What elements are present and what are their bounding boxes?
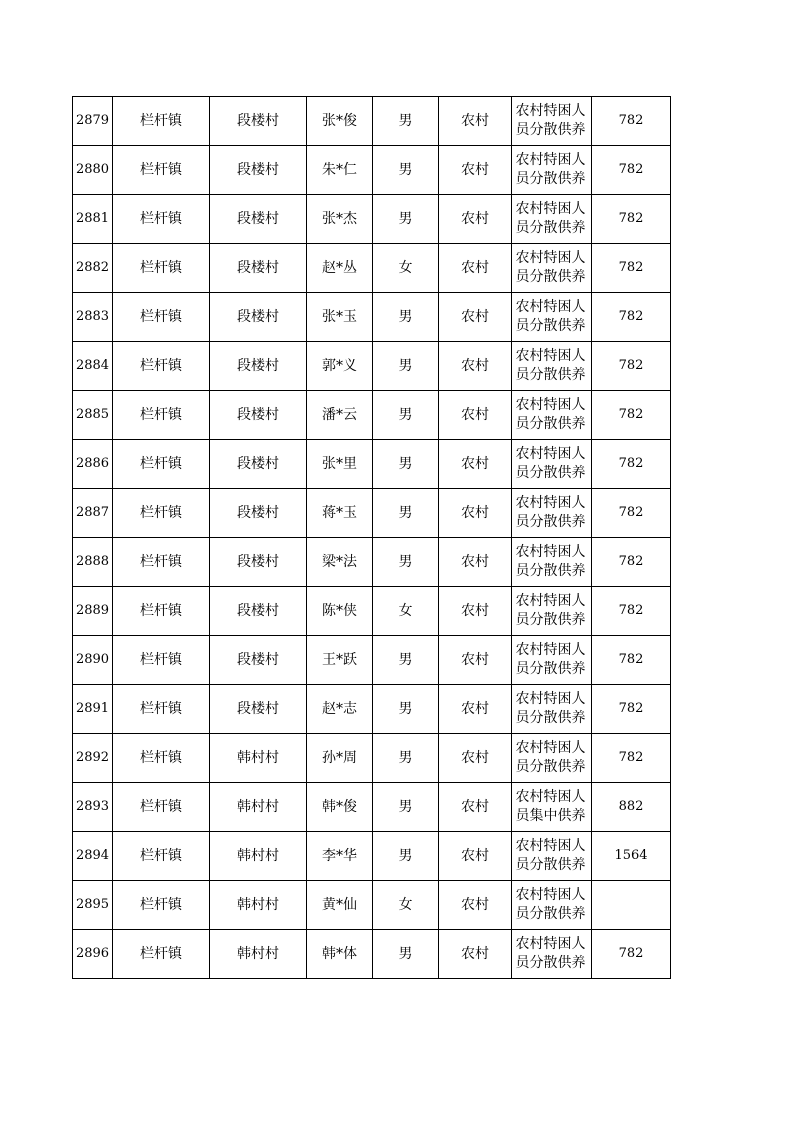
support-type-cell	[512, 342, 592, 391]
table-row	[73, 734, 671, 783]
amount-cell: 782	[592, 244, 671, 293]
area-type-cell: 农村	[439, 636, 512, 685]
area-type-cell: 农村	[439, 783, 512, 832]
amount-cell: 782	[592, 636, 671, 685]
support-type-text: 农村特困人员分散供养	[515, 642, 586, 677]
support-type-text: 农村特困人员分散供养	[515, 103, 586, 138]
support-type-text: 农村特困人员分散供养	[515, 446, 586, 481]
support-type-text: 农村特困人员分散供养	[515, 250, 586, 285]
village-cell: 韩村村	[210, 881, 307, 930]
support-type-text: 农村特困人员分散供养	[515, 348, 586, 383]
table-row	[73, 538, 671, 587]
support-type-text: 农村特困人员分散供养	[515, 887, 586, 922]
area-type-cell: 农村	[439, 342, 512, 391]
town-cell: 栏杆镇	[113, 489, 210, 538]
person-name-cell: 蒋*玉	[307, 489, 373, 538]
gender-cell: 男	[373, 391, 439, 440]
table-row	[73, 97, 671, 146]
village-cell: 段楼村	[210, 342, 307, 391]
town-cell: 栏杆镇	[113, 587, 210, 636]
town-cell: 栏杆镇	[113, 685, 210, 734]
village-cell: 韩村村	[210, 930, 307, 979]
table-row	[73, 146, 671, 195]
gender-cell: 男	[373, 685, 439, 734]
gender-cell: 女	[373, 587, 439, 636]
village-cell: 段楼村	[210, 685, 307, 734]
row-number-cell: 2892	[73, 734, 113, 783]
town-cell: 栏杆镇	[113, 734, 210, 783]
town-cell: 栏杆镇	[113, 195, 210, 244]
row-number-cell: 2893	[73, 783, 113, 832]
area-type-cell: 农村	[439, 734, 512, 783]
table-row	[73, 881, 671, 930]
gender-cell: 女	[373, 881, 439, 930]
village-cell: 段楼村	[210, 244, 307, 293]
person-name-cell: 郭*义	[307, 342, 373, 391]
amount-cell: 782	[592, 930, 671, 979]
row-number-cell: 2881	[73, 195, 113, 244]
village-cell: 段楼村	[210, 97, 307, 146]
gender-cell: 男	[373, 636, 439, 685]
support-type-text: 农村特困人员分散供养	[515, 936, 586, 971]
area-type-cell: 农村	[439, 685, 512, 734]
support-type-cell	[512, 636, 592, 685]
person-name-cell: 赵*丛	[307, 244, 373, 293]
area-type-cell: 农村	[439, 930, 512, 979]
support-type-text: 农村特困人员分散供养	[515, 397, 586, 432]
village-cell: 段楼村	[210, 293, 307, 342]
gender-cell: 男	[373, 930, 439, 979]
person-name-cell: 潘*云	[307, 391, 373, 440]
person-name-cell: 张*杰	[307, 195, 373, 244]
person-name-cell: 张*里	[307, 440, 373, 489]
row-number-cell: 2890	[73, 636, 113, 685]
row-number-cell: 2895	[73, 881, 113, 930]
support-type-text: 农村特困人员分散供养	[515, 691, 586, 726]
person-name-cell: 张*俊	[307, 97, 373, 146]
town-cell: 栏杆镇	[113, 783, 210, 832]
support-type-cell	[512, 881, 592, 930]
row-number-cell: 2885	[73, 391, 113, 440]
person-name-cell: 韩*俊	[307, 783, 373, 832]
amount-cell: 782	[592, 489, 671, 538]
town-cell: 栏杆镇	[113, 636, 210, 685]
row-number-cell: 2879	[73, 97, 113, 146]
area-type-cell: 农村	[439, 146, 512, 195]
table-row	[73, 293, 671, 342]
person-name-cell: 李*华	[307, 832, 373, 881]
amount-cell: 782	[592, 146, 671, 195]
amount-cell: 782	[592, 734, 671, 783]
gender-cell: 男	[373, 489, 439, 538]
town-cell: 栏杆镇	[113, 146, 210, 195]
person-name-cell: 王*跃	[307, 636, 373, 685]
table-row	[73, 195, 671, 244]
row-number-cell: 2889	[73, 587, 113, 636]
gender-cell: 女	[373, 244, 439, 293]
village-cell: 韩村村	[210, 734, 307, 783]
person-name-cell: 陈*侠	[307, 587, 373, 636]
table-row	[73, 832, 671, 881]
support-type-cell	[512, 734, 592, 783]
amount-cell: 782	[592, 685, 671, 734]
town-cell: 栏杆镇	[113, 97, 210, 146]
support-type-text: 农村特困人员分散供养	[515, 152, 586, 187]
table-body	[73, 97, 671, 979]
person-name-cell: 韩*体	[307, 930, 373, 979]
area-type-cell: 农村	[439, 440, 512, 489]
amount-cell: 782	[592, 587, 671, 636]
amount-cell	[592, 881, 671, 930]
gender-cell: 男	[373, 734, 439, 783]
gender-cell: 男	[373, 195, 439, 244]
support-type-cell	[512, 685, 592, 734]
town-cell: 栏杆镇	[113, 342, 210, 391]
support-type-text: 农村特困人员分散供养	[515, 544, 586, 579]
person-name-cell: 黄*仙	[307, 881, 373, 930]
area-type-cell: 农村	[439, 391, 512, 440]
support-type-cell	[512, 489, 592, 538]
amount-cell: 782	[592, 440, 671, 489]
table-row	[73, 783, 671, 832]
row-number-cell: 2887	[73, 489, 113, 538]
village-cell: 段楼村	[210, 146, 307, 195]
support-type-cell	[512, 146, 592, 195]
village-cell: 段楼村	[210, 636, 307, 685]
row-number-cell: 2884	[73, 342, 113, 391]
village-cell: 段楼村	[210, 391, 307, 440]
amount-cell: 782	[592, 538, 671, 587]
gender-cell: 男	[373, 293, 439, 342]
person-name-cell: 梁*法	[307, 538, 373, 587]
support-type-cell	[512, 195, 592, 244]
village-cell: 段楼村	[210, 489, 307, 538]
support-type-text: 农村特困人员分散供养	[515, 495, 586, 530]
amount-cell: 782	[592, 342, 671, 391]
person-name-cell: 朱*仁	[307, 146, 373, 195]
town-cell: 栏杆镇	[113, 391, 210, 440]
village-cell: 韩村村	[210, 832, 307, 881]
table-row	[73, 244, 671, 293]
support-type-cell	[512, 587, 592, 636]
support-type-text: 农村特困人员分散供养	[515, 838, 586, 873]
data-table	[72, 96, 671, 979]
town-cell: 栏杆镇	[113, 244, 210, 293]
table-row	[73, 685, 671, 734]
support-type-cell	[512, 930, 592, 979]
amount-cell: 782	[592, 391, 671, 440]
gender-cell: 男	[373, 440, 439, 489]
amount-cell: 882	[592, 783, 671, 832]
amount-cell: 782	[592, 195, 671, 244]
town-cell: 栏杆镇	[113, 881, 210, 930]
support-type-text: 农村特困人员集中供养	[515, 789, 586, 824]
row-number-cell: 2880	[73, 146, 113, 195]
support-type-text: 农村特困人员分散供养	[515, 593, 586, 628]
support-type-text: 农村特困人员分散供养	[515, 740, 586, 775]
row-number-cell: 2886	[73, 440, 113, 489]
town-cell: 栏杆镇	[113, 440, 210, 489]
row-number-cell: 2883	[73, 293, 113, 342]
table-row	[73, 489, 671, 538]
area-type-cell: 农村	[439, 832, 512, 881]
support-type-cell	[512, 440, 592, 489]
gender-cell: 男	[373, 97, 439, 146]
row-number-cell: 2896	[73, 930, 113, 979]
row-number-cell: 2882	[73, 244, 113, 293]
gender-cell: 男	[373, 342, 439, 391]
row-number-cell: 2888	[73, 538, 113, 587]
amount-cell: 782	[592, 293, 671, 342]
support-type-cell	[512, 783, 592, 832]
support-type-text: 农村特困人员分散供养	[515, 299, 586, 334]
table-row	[73, 342, 671, 391]
row-number-cell: 2891	[73, 685, 113, 734]
amount-cell: 782	[592, 97, 671, 146]
support-type-cell	[512, 538, 592, 587]
table-row	[73, 391, 671, 440]
area-type-cell: 农村	[439, 244, 512, 293]
gender-cell: 男	[373, 832, 439, 881]
town-cell: 栏杆镇	[113, 538, 210, 587]
gender-cell: 男	[373, 538, 439, 587]
village-cell: 韩村村	[210, 783, 307, 832]
village-cell: 段楼村	[210, 195, 307, 244]
village-cell: 段楼村	[210, 440, 307, 489]
row-number-cell: 2894	[73, 832, 113, 881]
support-type-cell	[512, 293, 592, 342]
town-cell: 栏杆镇	[113, 293, 210, 342]
person-name-cell: 孙*周	[307, 734, 373, 783]
area-type-cell: 农村	[439, 881, 512, 930]
table-row	[73, 440, 671, 489]
support-type-cell	[512, 244, 592, 293]
area-type-cell: 农村	[439, 489, 512, 538]
gender-cell: 男	[373, 146, 439, 195]
table-row	[73, 930, 671, 979]
table-row	[73, 636, 671, 685]
support-type-cell	[512, 97, 592, 146]
person-name-cell: 张*玉	[307, 293, 373, 342]
support-type-cell	[512, 391, 592, 440]
area-type-cell: 农村	[439, 97, 512, 146]
amount-cell: 1564	[592, 832, 671, 881]
town-cell: 栏杆镇	[113, 930, 210, 979]
village-cell: 段楼村	[210, 587, 307, 636]
support-type-text: 农村特困人员分散供养	[515, 201, 586, 236]
table-row	[73, 587, 671, 636]
support-type-cell	[512, 832, 592, 881]
area-type-cell: 农村	[439, 293, 512, 342]
area-type-cell: 农村	[439, 195, 512, 244]
area-type-cell: 农村	[439, 538, 512, 587]
person-name-cell: 赵*志	[307, 685, 373, 734]
gender-cell: 男	[373, 783, 439, 832]
village-cell: 段楼村	[210, 538, 307, 587]
town-cell: 栏杆镇	[113, 832, 210, 881]
area-type-cell: 农村	[439, 587, 512, 636]
